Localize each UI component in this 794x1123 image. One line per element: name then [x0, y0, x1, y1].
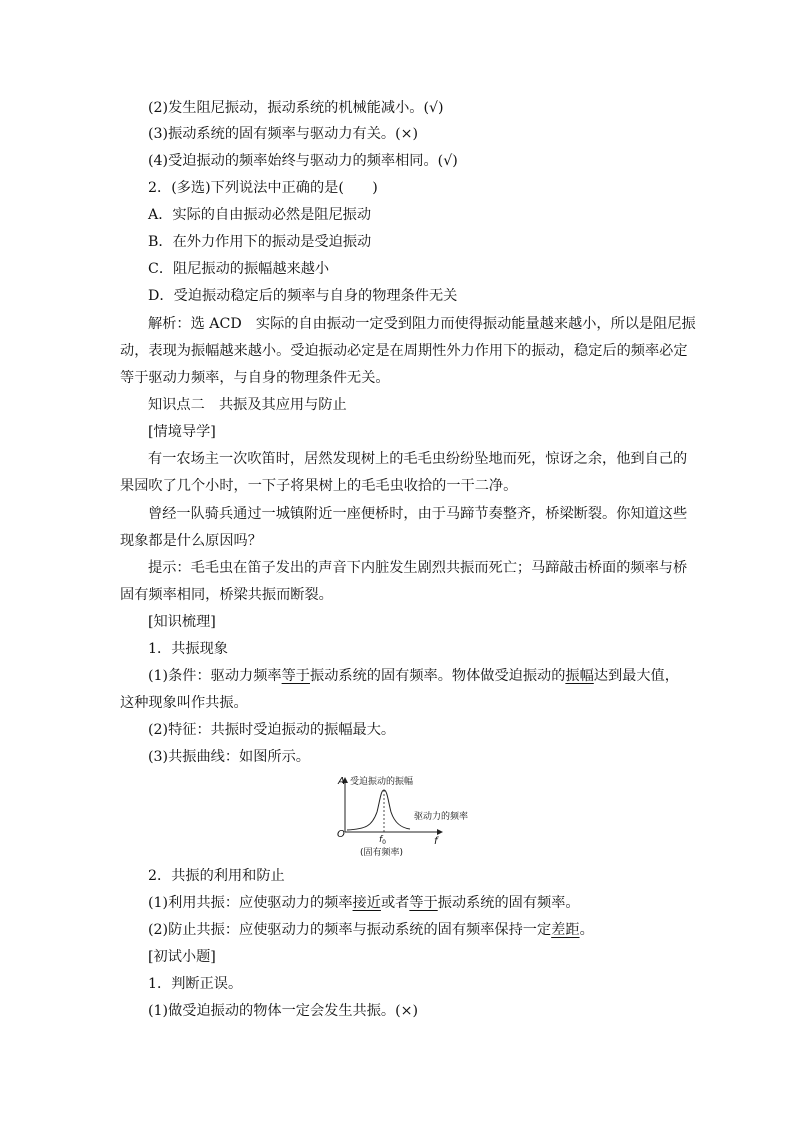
- condition-line-2: 这种现象叫作共振。: [120, 695, 248, 711]
- condition-underline-1: 等于: [281, 668, 310, 684]
- knowledge-heading: [知识梳理]: [148, 614, 216, 630]
- natural-frequency-note: (固有频率): [360, 848, 404, 858]
- condition-text: (1)条件：驱动力频率: [148, 668, 282, 684]
- condition-text-2: 振动系统的固有频率。物体做受迫振动的: [310, 668, 566, 684]
- x-axis-label: 驱动力的频率: [414, 812, 469, 822]
- judgement-3: (3)振动系统的固有频率与驱动力有关。(×): [148, 126, 419, 142]
- option-b: B．在外力作用下的振动是受迫振动: [148, 234, 372, 250]
- scenario-heading: [情境导学]: [148, 424, 216, 440]
- resonance-curve-svg: [328, 774, 488, 860]
- analysis-line-2: 动，表现为振幅越来越小。受迫振动必定是在周期性外力作用下的振动，稳定后的频率必定: [120, 343, 688, 359]
- prevent-resonance-line: [148, 920, 594, 940]
- x-axis-letter: f: [434, 836, 438, 847]
- y-axis-label: 受迫振动的振幅: [350, 777, 414, 787]
- f0-letter: f: [379, 835, 383, 845]
- origin-label: O: [337, 829, 345, 840]
- option-a: A．实际的自由振动必然是阻尼振动: [148, 207, 372, 223]
- condition-underline-2: 振幅: [565, 668, 594, 684]
- scenario-line-2: 果园吹了几个小时，一下子将果树上的毛毛虫收拾的一干二净。: [120, 478, 518, 494]
- analysis-line-1: 解析：选 ACD 实际的自由振动一定受到阻力而使得振动能量越来越小，所以是阻尼振: [148, 316, 696, 332]
- question-2: 2．(多选)下列说法中正确的是( ): [148, 180, 378, 196]
- judge-title: 1．判断正误。: [148, 976, 243, 992]
- resonance-curve-figure: [328, 774, 488, 860]
- use-text-2: 或者: [380, 895, 410, 911]
- feature-line: (2)特征：共振时受迫振动的振幅最大。: [148, 722, 396, 738]
- use-underline-2: 等于: [409, 895, 438, 911]
- hint-line-1: 提示：毛毛虫在笛子发出的声音下内脏发生剧烈共振而死亡；马蹄敲击桥面的频率与桥: [148, 560, 688, 576]
- f0-label: [379, 835, 386, 846]
- prevent-underline: 差距: [551, 922, 580, 938]
- use-prevent-title: 2．共振的利用和防止: [148, 868, 285, 884]
- option-c: C．阻尼振动的振幅越来越小: [148, 261, 330, 277]
- judgement-4: (4)受迫振动的频率始终与驱动力的频率相同。(√): [148, 153, 458, 169]
- prevent-text-2: 。: [579, 922, 594, 938]
- condition-line-1: [148, 666, 679, 686]
- f0-subscript: 0: [382, 839, 386, 846]
- curve-line: (3)共振曲线：如图所示。: [148, 749, 310, 765]
- use-text: (1)利用共振：应使驱动力的频率: [148, 895, 353, 911]
- trial-heading: [初试小题]: [148, 949, 216, 965]
- y-axis-letter: A: [338, 776, 345, 787]
- scenario-line-1: 有一农场主一次吹笛时，居然发现树上的毛毛虫纷纷坠地而死，惊讶之余，他到自己的: [148, 451, 688, 467]
- section-heading: 知识点二 共振及其应用与防止: [148, 397, 347, 413]
- use-underline-1: 接近: [352, 895, 381, 911]
- option-d: D．受迫振动稳定后的频率与自身的物理条件无关: [148, 288, 458, 304]
- use-resonance-line: [148, 893, 580, 913]
- scenario-line-3: 曾经一队骑兵通过一城镇附近一座便桥时，由于马蹄节奏整齐，桥梁断裂。你知道这些: [148, 506, 688, 522]
- resonance-curve: [347, 790, 410, 830]
- condition-text-3: 达到最大值，: [593, 668, 679, 684]
- use-text-3: 振动系统的固有频率。: [437, 895, 580, 911]
- resonance-title: 1．共振现象: [148, 641, 228, 657]
- analysis-line-3: 等于驱动力频率，与自身的物理条件无关。: [120, 370, 390, 386]
- hint-line-2: 固有频率相同，桥梁共振而断裂。: [120, 587, 333, 603]
- prevent-text: (2)防止共振：应使驱动力的频率与振动系统的固有频率保持一定: [148, 922, 552, 938]
- scenario-line-4: 现象都是什么原因吗？: [120, 533, 262, 549]
- judgement-2: (2)发生阻尼振动，振动系统的机械能减小。(√): [148, 100, 444, 116]
- judge-q1: (1)做受迫振动的物体一定会发生共振。(×): [148, 1003, 419, 1019]
